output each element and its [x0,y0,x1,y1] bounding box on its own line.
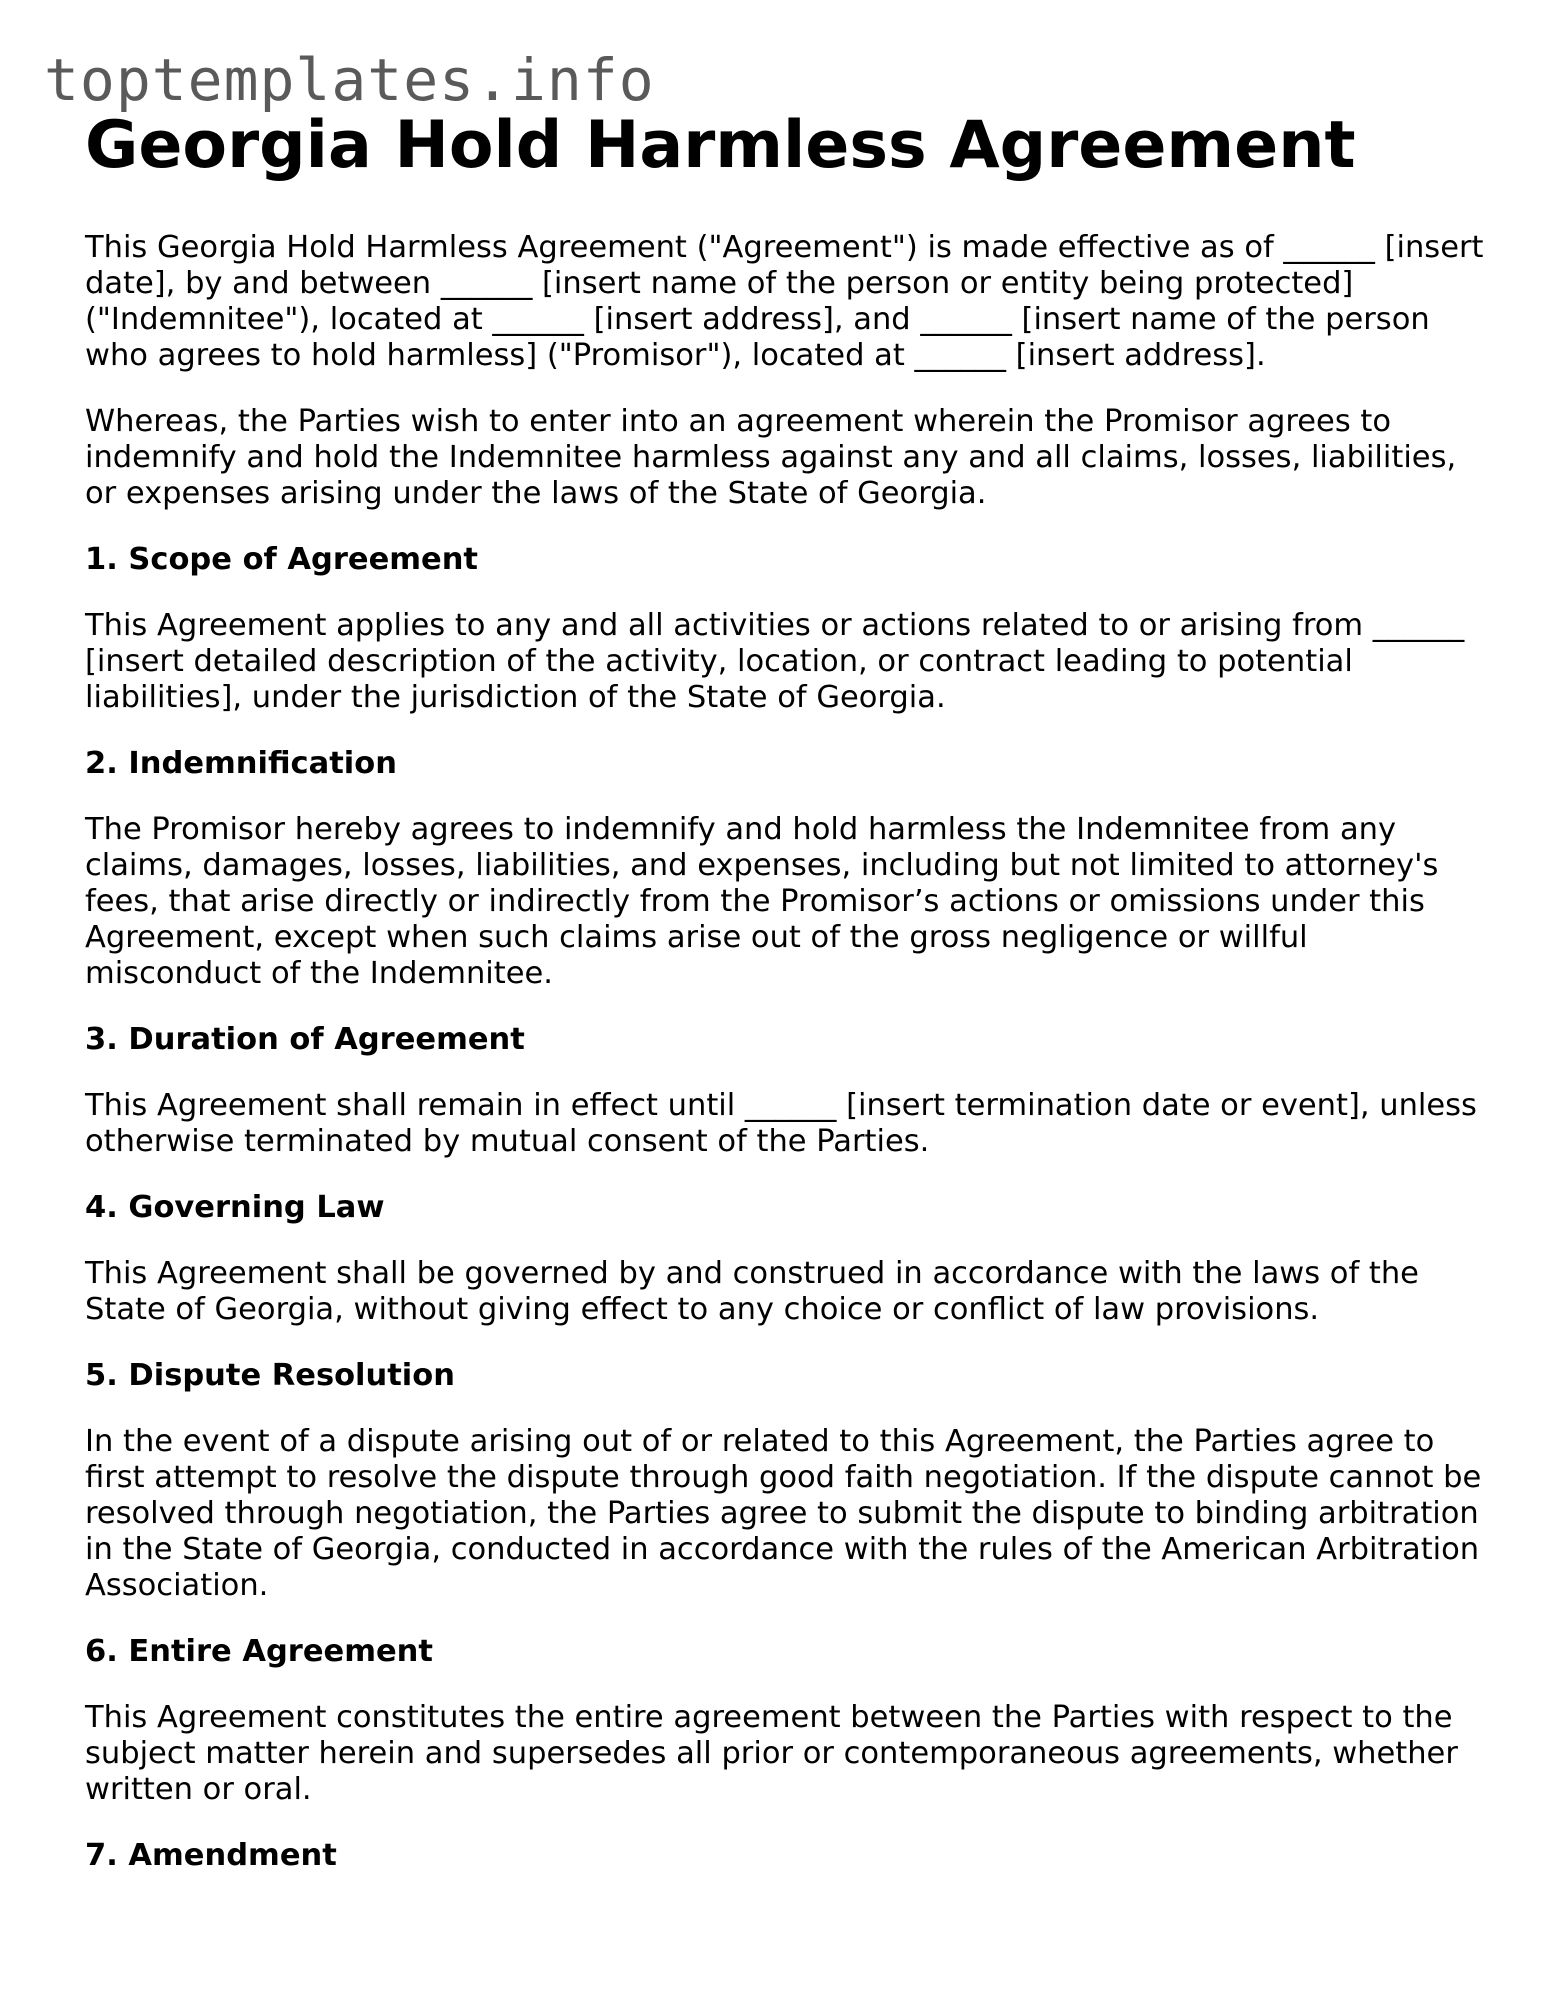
section-body-scope: This Agreement applies to any and all activities or actions related to or arising from ______ [insert detailed description of the activity, location, or contract leading to potential liabilities], under the jurisdiction of the State of Georgia. [85,608,1465,715]
section-heading-duration: 3. Duration of Agreement [85,1022,525,1057]
document-title: Georgia Hold Harmless Agreement [85,108,1356,183]
section-body-indemnification: The Promisor hereby agrees to indemnify and hold harmless the Indemnitee from any claims, damages, losses, liabilities, and expenses, including but not limited to attorney's fees, that arise directly or indirectly from the Promisor’s actions or omissions under this Agreement, except when such claims arise out of the gross negligence or willful misconduct of the Indemnitee. [85,812,1439,991]
intro-paragraph-whereas: Whereas, the Parties wish to enter into an agreement wherein the Promisor agrees to indemnify and hold the Indemnitee harmless against any and all claims, losses, liabilities, or expenses arising under the laws of the State of Georgia. [85,404,1457,511]
section-heading-governing-law: 4. Governing Law [85,1190,385,1225]
section-body-entire-agreement: This Agreement constitutes the entire agreement between the Parties with respect to the subject matter herein and supersedes all prior or contemporaneous agreements, whether written or oral. [85,1700,1458,1807]
watermark: toptemplates.info [44,46,655,114]
document-page [85,106,1485,1904]
section-heading-amendment: 7. Amendment [85,1838,337,1873]
section-heading-indemnification: 2. Indemnification [85,746,397,781]
section-heading-scope: 1. Scope of Agreement [85,542,479,577]
section-heading-entire-agreement: 6. Entire Agreement [85,1634,433,1669]
section-body-duration: This Agreement shall remain in effect until ______ [insert termination date or event], unless otherwise terminated by mutual consent of the Parties. [85,1088,1477,1159]
intro-paragraph-parties: This Georgia Hold Harmless Agreement ("Agreement") is made effective as of ______ [insert date], by and between ______ [insert name of the person or entity being protected] ("Indemnitee"), located at ______ [insert address], and ______ [insert name of the person who agrees to hold harmless] ("Promisor"), located at ______ [insert address]. [85,230,1484,373]
section-body-dispute-resolution: In the event of a dispute arising out of or related to this Agreement, the Parties agree to first attempt to resolve the dispute through good faith negotiation. If the dispute cannot be resolved through negotiation, the Parties agree to submit the dispute to binding arbitration in the State of Georgia, conducted in accordance with the rules of the American Arbitration Association. [85,1424,1482,1603]
section-body-governing-law: This Agreement shall be governed by and construed in accordance with the laws of the State of Georgia, without giving effect to any choice or conflict of law provisions. [85,1256,1419,1327]
section-heading-dispute-resolution: 5. Dispute Resolution [85,1358,455,1393]
